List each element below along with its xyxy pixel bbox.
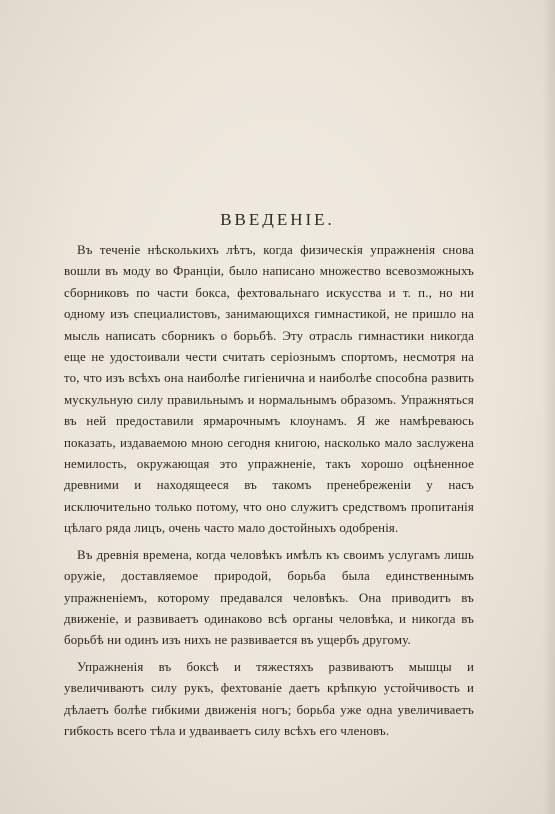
- paragraph-2: Въ древнія времена, когда человѣкъ имѣлъ къ своимъ услугамъ лишь оружіе, доставляемое природой, борьба была единственнымъ упражненіемъ, которому предавался человѣкъ. Она приводитъ въ движеніе, и развиваетъ одинаково всѣ органы человѣка, и никогда въ борьбѣ ни одинъ изъ нихъ не развивается въ ущербъ другому.: [64, 547, 474, 648]
- paragraph-3: Упражненія въ боксѣ и тяжестяхъ развиваютъ мышцы и увеличиваютъ силу рукъ, фехтованіе даетъ крѣпкую устойчивость и дѣлаетъ болѣе гибкими движенія ногъ; борьба уже одна увеличиваетъ гибкость всего тѣла и удваиваетъ силу всѣхъ его членовъ.: [64, 659, 474, 738]
- body-text: [64, 240, 474, 742]
- paragraph-1: Въ теченіе нѣсколькихъ лѣтъ, когда физическія упражненія снова вошли въ моду во Франціи, было написано множество всевозможныхъ сборниковъ по части бокса, фехтовальнаго искусства и т. п., но ни одному изъ специалистовъ, занимающихся гимнастикой, не пришло на мысль написать сборникъ о борьбѣ. Эту отрасль гимнастики никогда еще не удостоивали чести считать серіознымъ спортомъ, несмотря на то, что изъ всѣхъ она наиболѣе гигіенична и наиболѣе способна развить мускульную силу правильнымъ и нормальнымъ образомъ. Упражняться въ ней предоставили ярмарочнымъ клоунамъ. Я же намѣреваюсь показать, издаваемою мною сегодня книгою, насколько мало заслужена немилость, окружающая это упражненіе, такъ хорошо оцѣненное древними и находящееся въ такомъ пренебреженіи у насъ исключительно только потому, что оно служитъ средствомъ пропитанія цѣлаго ряда лицъ, очень часто мало достойныхъ одобренія.: [64, 243, 474, 536]
- page-edge-shadow: [543, 0, 555, 814]
- page-title: ВВЕДЕНІЕ.: [220, 210, 335, 229]
